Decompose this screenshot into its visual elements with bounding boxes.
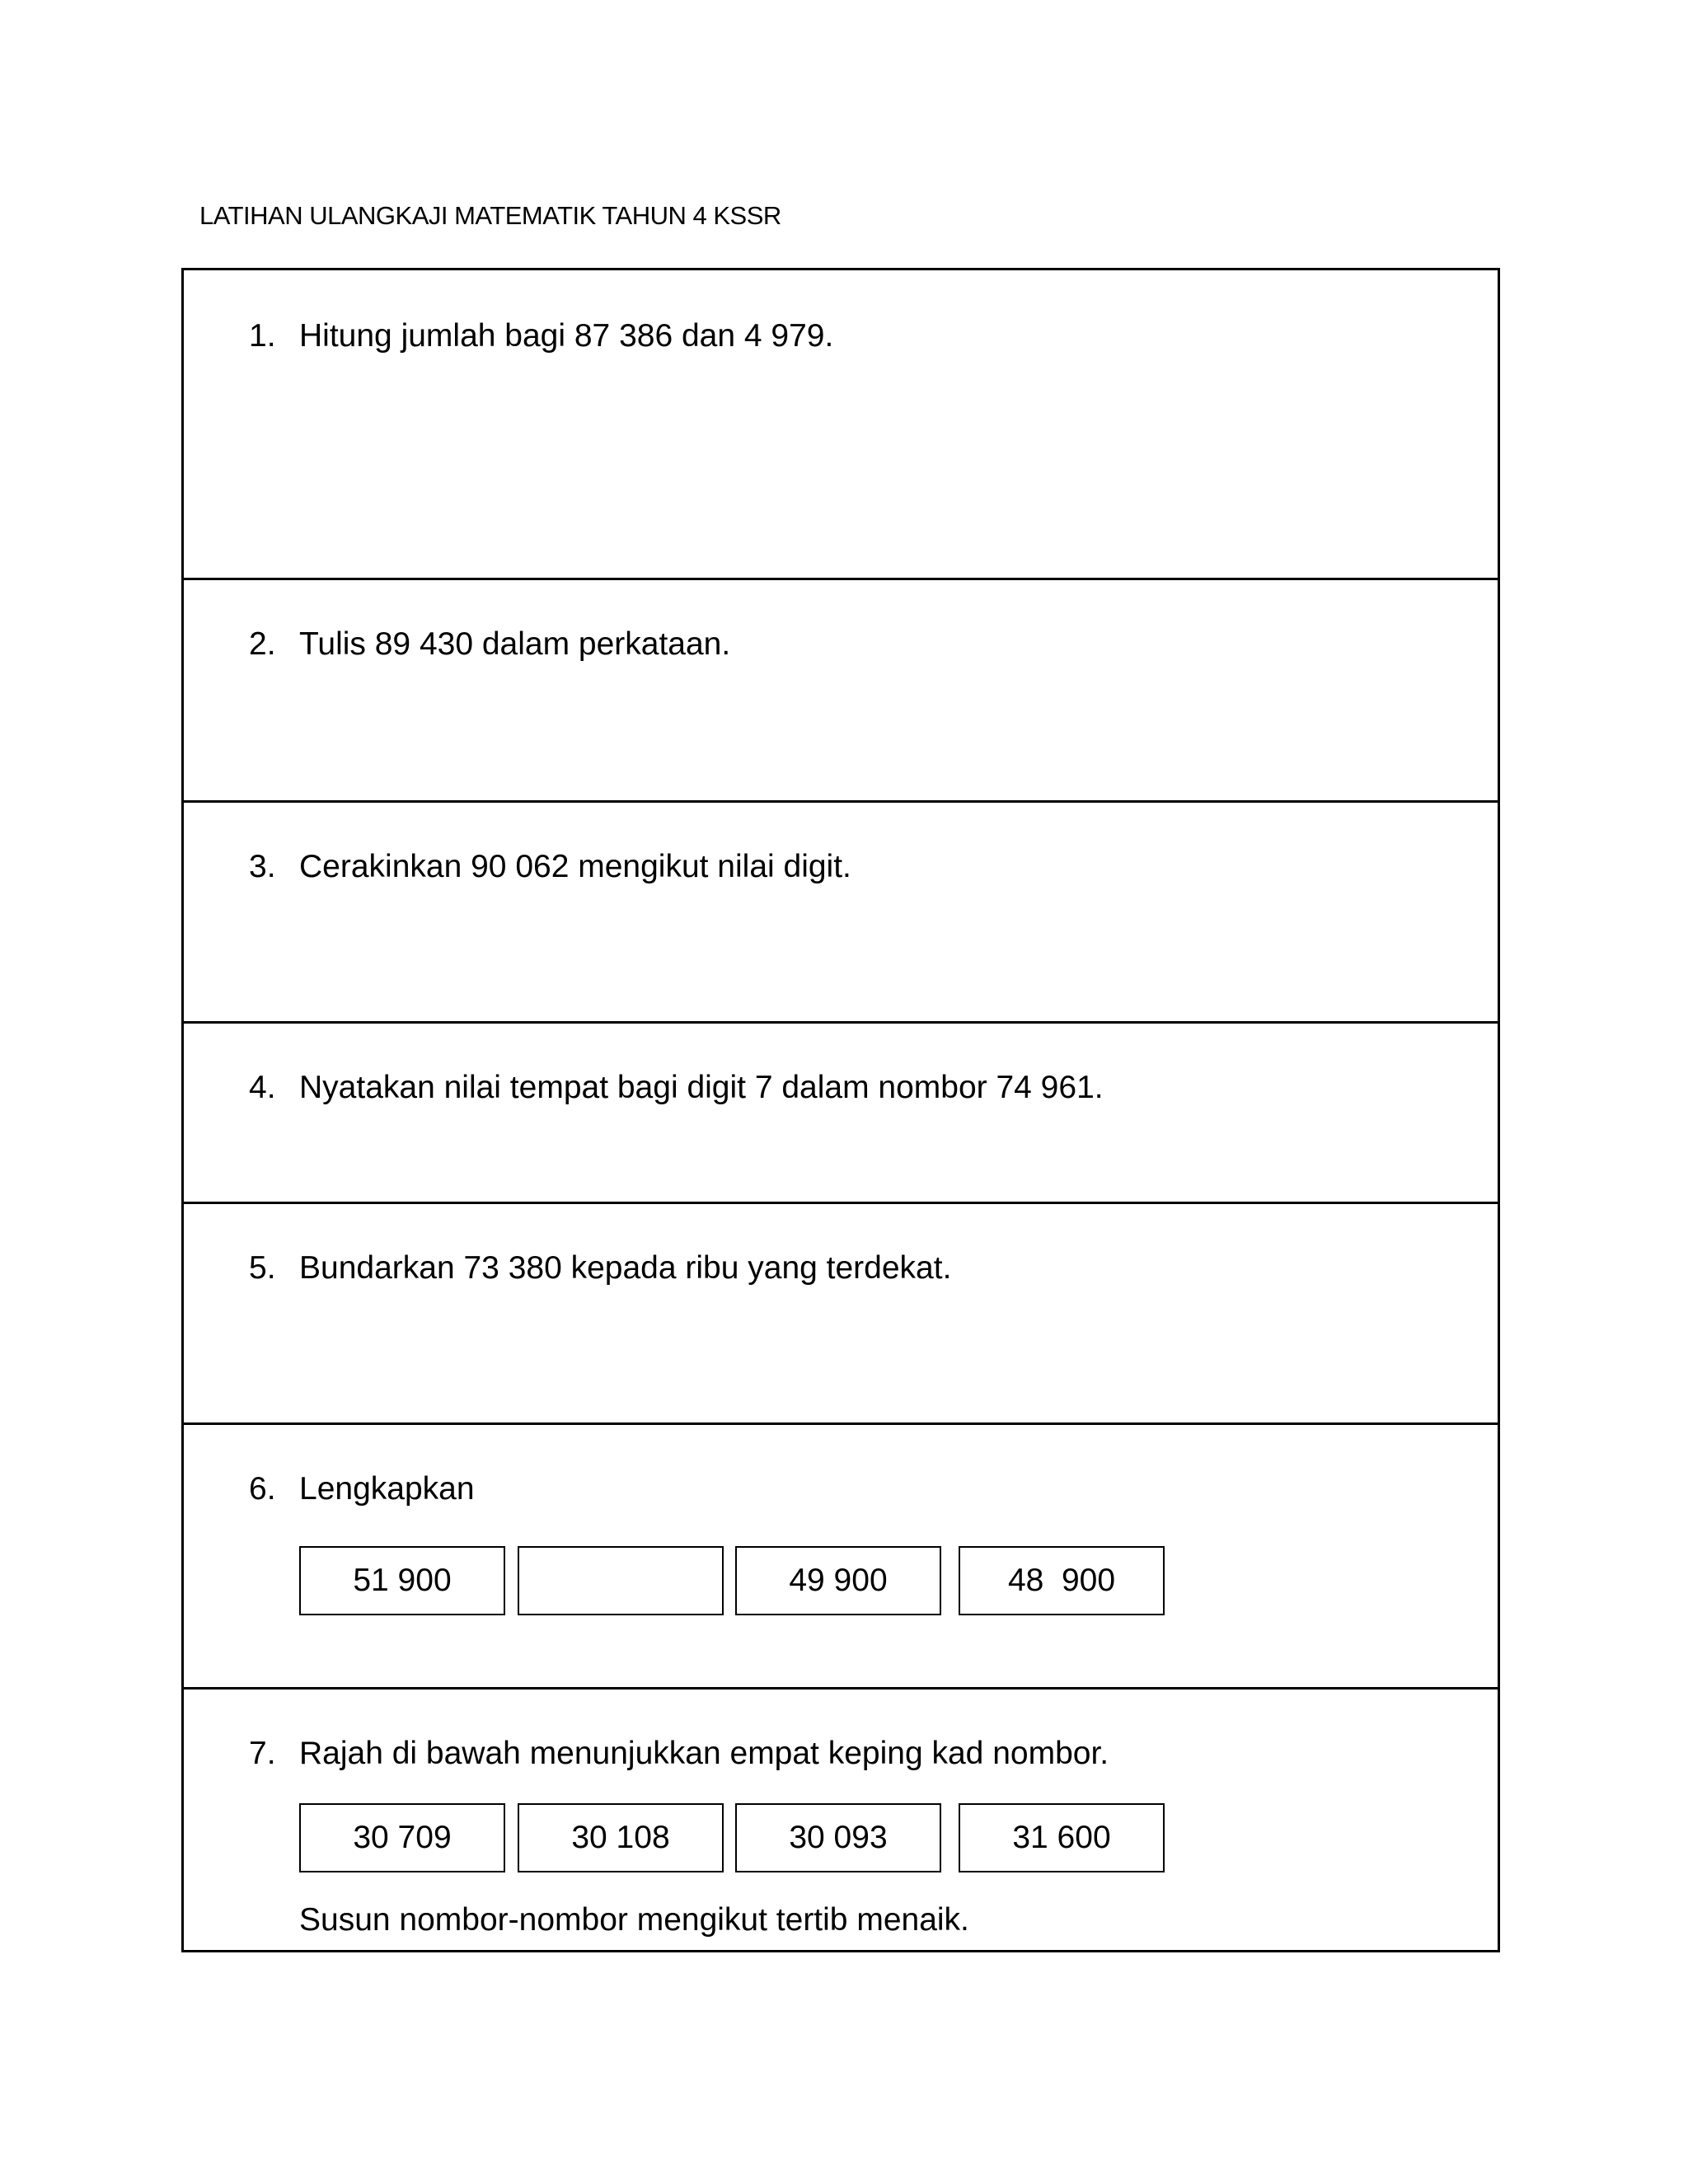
question-text: Nyatakan nilai tempat bagi digit 7 dalam nombor 74 961. bbox=[299, 1070, 1104, 1105]
blank-number-card bbox=[518, 1546, 724, 1615]
question-table bbox=[181, 268, 1500, 1952]
question-row-2 bbox=[184, 580, 1498, 803]
question-text: Tulis 89 430 dalam perkataan. bbox=[299, 626, 731, 662]
question-row-7 bbox=[184, 1690, 1498, 1950]
worksheet-title: LATIHAN ULANGKAJI MATEMATIK TAHUN 4 KSSR bbox=[199, 201, 781, 230]
number-card: 31 600 bbox=[959, 1803, 1165, 1872]
question-instruction: Susun nombor-nombor mengikut tertib menaik. bbox=[299, 1902, 969, 1938]
question-row-3 bbox=[184, 803, 1498, 1024]
question-number: 4. bbox=[249, 1070, 276, 1105]
question-number: 1. bbox=[249, 318, 276, 354]
question-number: 2. bbox=[249, 626, 276, 662]
question-number: 6. bbox=[249, 1471, 276, 1507]
question-text: Hitung jumlah bagi 87 386 dan 4 979. bbox=[299, 318, 834, 354]
number-card: 30 108 bbox=[518, 1803, 724, 1872]
question-text: Bundarkan 73 380 kepada ribu yang terdekat. bbox=[299, 1250, 952, 1286]
question-row-1 bbox=[184, 270, 1498, 580]
question-row-4 bbox=[184, 1024, 1498, 1204]
question-text: Rajah di bawah menunjukkan empat keping kad nombor. bbox=[299, 1736, 1109, 1771]
question-row-5 bbox=[184, 1204, 1498, 1425]
question-text: Cerakinkan 90 062 mengikut nilai digit. bbox=[299, 849, 851, 884]
question-number: 7. bbox=[249, 1736, 276, 1771]
question-row-6 bbox=[184, 1425, 1498, 1690]
number-card: 49 900 bbox=[735, 1546, 941, 1615]
number-card: 51 900 bbox=[299, 1546, 505, 1615]
question-number: 3. bbox=[249, 849, 276, 884]
question-number: 5. bbox=[249, 1250, 276, 1286]
number-card: 48 900 bbox=[959, 1546, 1165, 1615]
number-card: 30 709 bbox=[299, 1803, 505, 1872]
number-card: 30 093 bbox=[735, 1803, 941, 1872]
question-text: Lengkapkan bbox=[299, 1471, 475, 1507]
